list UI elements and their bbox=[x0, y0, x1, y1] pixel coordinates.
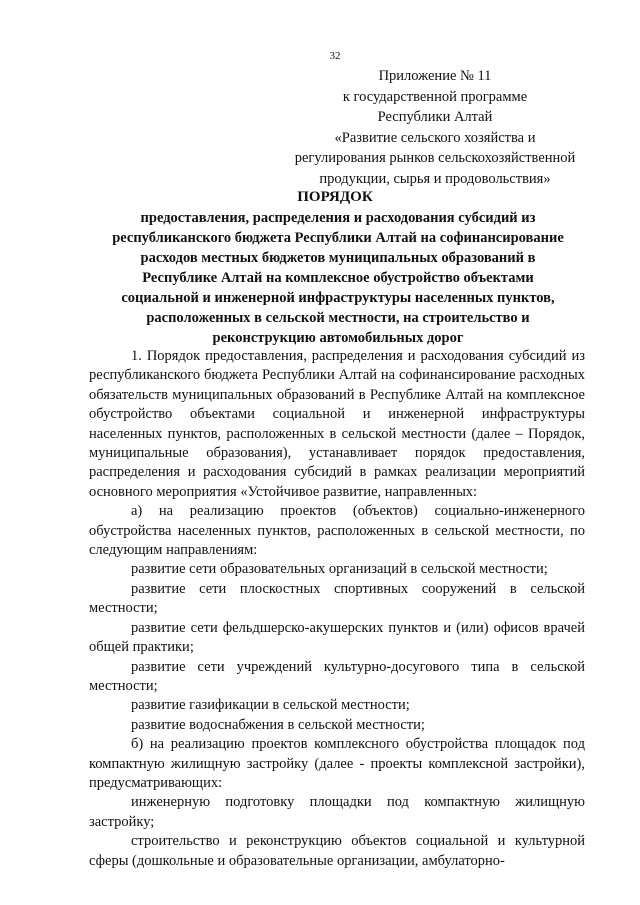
appendix-line: «Развитие сельского хозяйства и bbox=[334, 129, 536, 146]
appendix-line: Приложение № 11 bbox=[378, 68, 492, 84]
list-item: развитие сети образовательных организаций в сельской местности; bbox=[131, 561, 548, 578]
paragraph-1: 1. Порядок предоставления, распределения и расходования субсидий из республиканского бюджета Республики Алтай на софинансирование расходных обязательств муниципальных образований в Республике Алтай на комплексное обустройство объектами социальной и инженерной инфраструктуры населенных пунктов, расположенных в сельской местности (далее – Порядок, муниципальные образования), устанавливает порядок предоставления, распределения и расходования субсидий в рамках реализации мероприятий основного мероприятия «Устойчивое развитие, направленных: bbox=[89, 348, 585, 500]
subtitle-line: социальной и инженерной инфраструктуры населенных пунктов, bbox=[121, 290, 555, 306]
appendix-header bbox=[270, 66, 600, 189]
document-title: ПОРЯДОК bbox=[297, 189, 373, 205]
list-item: инженерную подготовку площадки под компактную жилищную застройку; bbox=[89, 794, 585, 830]
page-number: 32 bbox=[329, 50, 341, 62]
appendix-line: продукции, сырья и продовольствия» bbox=[319, 170, 551, 187]
list-item: развитие водоснабжения в сельской местности; bbox=[131, 716, 425, 733]
list-item: развитие сети плоскостных спортивных сооружений в сельской местности; bbox=[89, 580, 585, 617]
subtitle-line: республиканского бюджета Республики Алтай на софинансирование bbox=[112, 230, 564, 246]
subtitle-line: Республике Алтай на комплексное обустройство объектами bbox=[142, 270, 534, 286]
paragraph-b: б) на реализацию проектов комплексного обустройства площадок под компактную жилищную застройку (далее - проекты комплексной застройки), предусматривающих: bbox=[89, 736, 585, 791]
appendix-line: к государственной программе bbox=[342, 88, 528, 105]
list-item: развитие сети фельдшерско-акушерских пунктов и (или) офисов врачей общей практики; bbox=[89, 619, 585, 656]
appendix-line: Республики Алтай bbox=[377, 109, 493, 125]
list-item: развитие газификации в сельской местности; bbox=[131, 697, 410, 714]
document-body bbox=[89, 347, 585, 871]
subtitle-line: реконструкцию автомобильных дорог bbox=[212, 330, 464, 346]
document-subtitle bbox=[86, 208, 590, 348]
subtitle-line: расположенных в сельской местности, на строительство и bbox=[146, 310, 530, 326]
list-item: развитие сети учреждений культурно-досугового типа в сельской местности; bbox=[89, 658, 585, 694]
list-item: строительство и реконструкцию объектов социальной и культурной сферы (дошкольные и образовательные организации, амбулаторно- bbox=[89, 833, 585, 869]
paragraph-a: а) на реализацию проектов (объектов) социально-инженерного обустройства населенных пунктов, расположенных в сельской местности, по следующим направлениям: bbox=[89, 503, 585, 559]
subtitle-line: предоставления, распределения и расходования субсидий из bbox=[140, 210, 536, 226]
subtitle-line: расходов местных бюджетов муниципальных образований в bbox=[140, 250, 536, 266]
appendix-line: регулирования рынков сельскохозяйственной bbox=[294, 150, 576, 166]
